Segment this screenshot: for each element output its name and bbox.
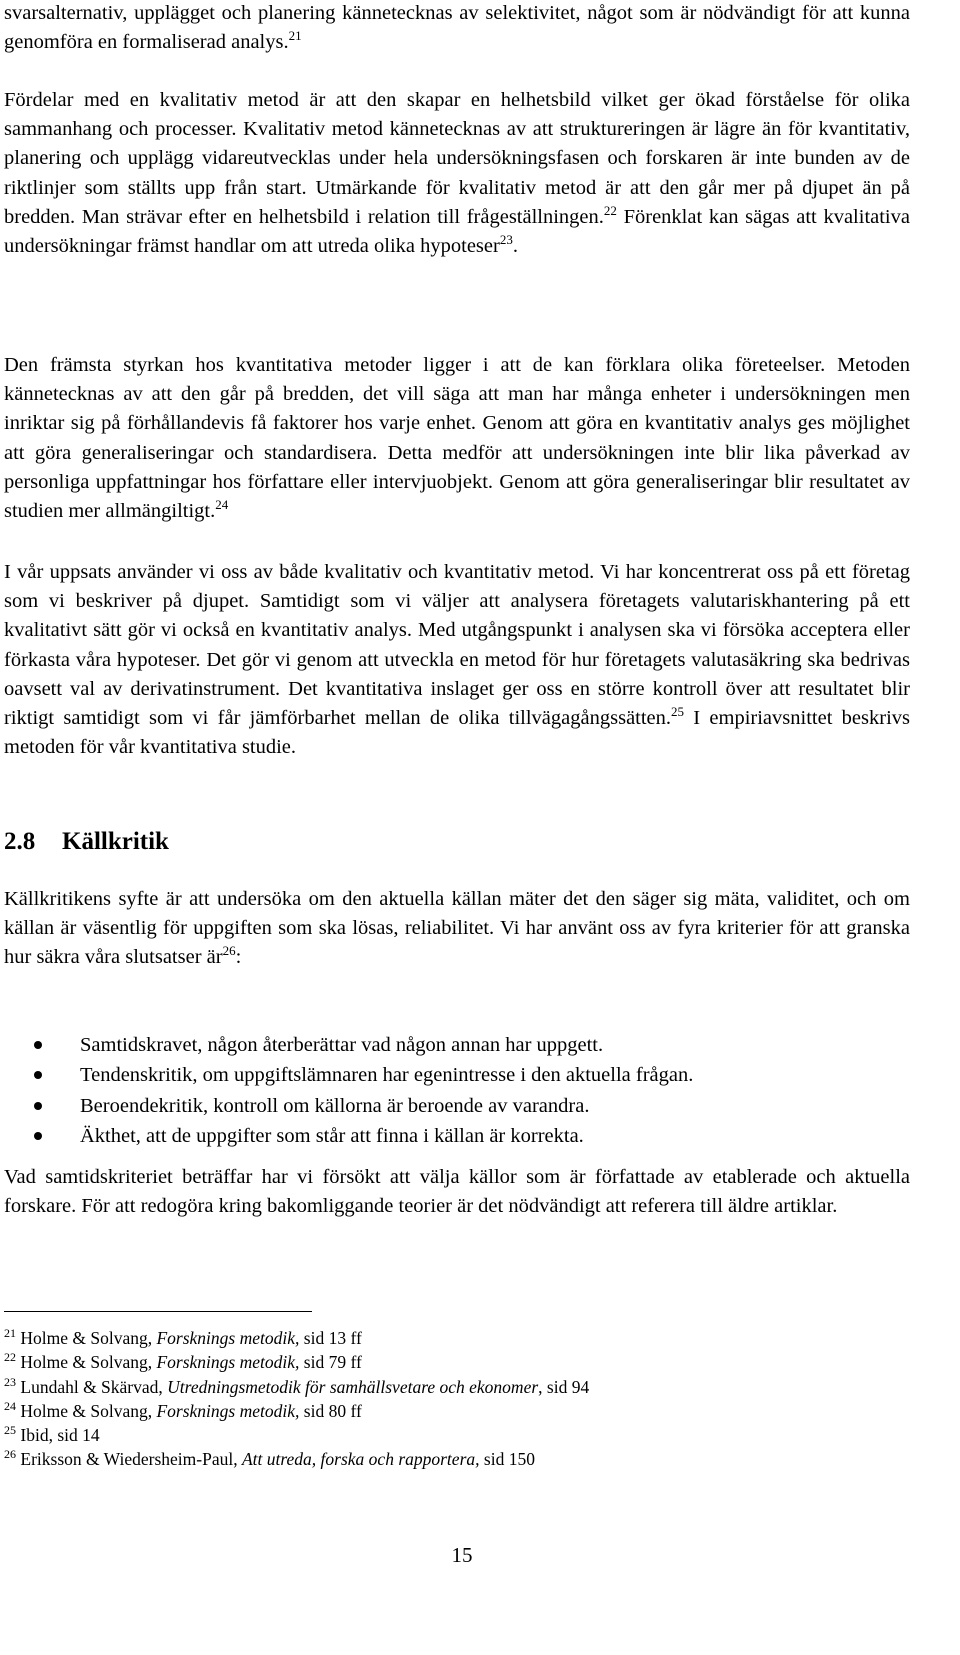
bullet-icon: [34, 1041, 42, 1049]
footnote: $^{25}$ Ibid, sid 14: [4, 1423, 100, 1446]
bullet-icon: [34, 1071, 42, 1079]
section-title: Källkritik: [62, 828, 169, 855]
text-run: Den främsta styrkan hos kvantitativa metoder ligger i att de kan förklara olika företeelser. Metoden kännetecknas av att den går på bredden, det vill säga att man har många enheter i undersökningen men inriktar sig på förhållandevis få faktorer hos varje enhet. Genom att göra en kvantitativ analys ges möjlighet att göra generaliseringar och standardisera. Detta medför att undersökningen inte blir lika påverkad av personliga uppfattningar hos författare eller intervjuobjekt. Genom att göra generaliseringar blir resultatet av studien mer allmängiltigt.: [4, 354, 910, 523]
bullet-icon: [34, 1102, 42, 1110]
list-item: Samtidskravet, någon återberättar vad någon annan har uppgett.: [4, 1030, 693, 1060]
footnote-ref: 22: [603, 202, 617, 218]
text-run: Vad samtidskriteriet beträffar har vi försökt att välja källor som är författade av etablerade och aktuella forskare. För att redogöra kring bakomliggande teorier är det nödvändigt att referera till äldre artiklar.: [4, 1166, 910, 1218]
section-number: 2.8: [4, 828, 36, 855]
footnote: $^{24}$ Holme & Solvang, Forsknings metodik, sid 80 ff: [4, 1398, 362, 1421]
footnote: $^{26}$ Eriksson & Wiedersheim-Paul, Att utreda, forska och rapportera, sid 150: [4, 1447, 535, 1470]
list-item: Beroendekritik, kontroll om källorna är beroende av varandra.: [4, 1091, 693, 1121]
footnotes: [4, 1326, 589, 1472]
section-heading: [4, 826, 169, 858]
footnote-ref: 21: [288, 28, 302, 44]
paragraph-contemporaneity: [4, 1163, 910, 1221]
footnote-ref: 25: [671, 704, 685, 720]
page-number: 15: [451, 1543, 473, 1567]
list-item: Äkthet, att de uppgifter som står att finna i källan är korrekta.: [4, 1121, 693, 1151]
text-run: Källkritikens syfte är att undersöka om den aktuella källan mäter det den säger sig mäta, validitet, och om källan är väsentlig för uppgiften som ska lösas, reliabilitet. Vi har använt oss av fyra kriterier för att granska hur säkra våra slutsatser är: [4, 888, 910, 969]
footnote: $^{23}$ Lundahl & Skärvad, Utredningsmetodik för samhällsvetare och ekonomer, sid 94: [4, 1374, 590, 1397]
text-run: svarsalternativ, upplägget och planering kännetecknas av selektivitet, något som är nödvändigt för att kunna genomföra en formaliserad analys.: [4, 2, 910, 54]
footnote: $^{21}$ Holme & Solvang, Forsknings metodik, sid 13 ff: [4, 1326, 362, 1348]
text-run: I vår uppsats använder vi oss av både kvalitativ och kvantitativ metod. Vi har koncentrerat oss på ett företag som vi beskriver på djupet. Samtidigt som vi väljer att analysera företagets valutariskhantering på ett kvalitativt sätt gör vi också en kvantitativ analys. Med utgångspunkt i analysen ska vi försöka acceptera eller förkasta våra hypoteser. Det gör vi genom att utveckla en metod för hur företagets valutasäkring ska bedrivas oavsett val av derivatinstrument. Det kvantitativa inslaget ger oss en större kontroll över att resultatet blir riktigt samtidigt som vi får jämförbarhet mellan de olika tillvägagångssätten.: [4, 561, 910, 730]
paragraph-method-intro: [4, 0, 910, 57]
text-run: Fördelar med en kvalitativ metod är att den skapar en helhetsbild vilket ger ökad förståelse för olika sammanhang och processer. Kvalitativ metod kännetecknas av att struktureringen är lägre än för kvantitativ, planering och upplägg vidareutvecklas under hela undersökningsfasen och forskaren är inte bunden av de riktlinjer som ställts upp från start. Utmärkande för kvalitativ metod är att den går mer på djupet än på bredden. Man strävar efter en helhetsbild i relation till frågeställningen.: [4, 89, 910, 228]
footnote-separator: [4, 1311, 312, 1312]
text-run: :: [235, 946, 242, 969]
bullet-icon: [34, 1132, 42, 1140]
paragraph-qualitative-method: [4, 86, 910, 261]
text-run: Förenklat kan sägas att kvalitativa undersökningar främst handlar om att utreda olika hypoteser: [4, 205, 910, 258]
footnote-ref: 26: [222, 943, 236, 959]
footnote: $^{22}$ Holme & Solvang, Forsknings metodik, sid 79 ff: [4, 1350, 362, 1373]
footnote-ref: 24: [215, 497, 229, 513]
footnote-ref: 23: [499, 232, 513, 248]
text-run: .: [512, 235, 518, 258]
list-item: Tendenskritik, om uppgiftslämnaren har egenintresse i den aktuella frågan.: [4, 1060, 693, 1090]
paragraph-source-criticism: [4, 885, 910, 973]
paragraph-our-method: [4, 558, 910, 762]
paragraph-quantitative-method: [4, 351, 910, 526]
text-run: I empiriavsnittet beskrivs metoden för vår kvantitativa studie.: [4, 707, 910, 759]
criteria-list: [4, 1030, 693, 1151]
